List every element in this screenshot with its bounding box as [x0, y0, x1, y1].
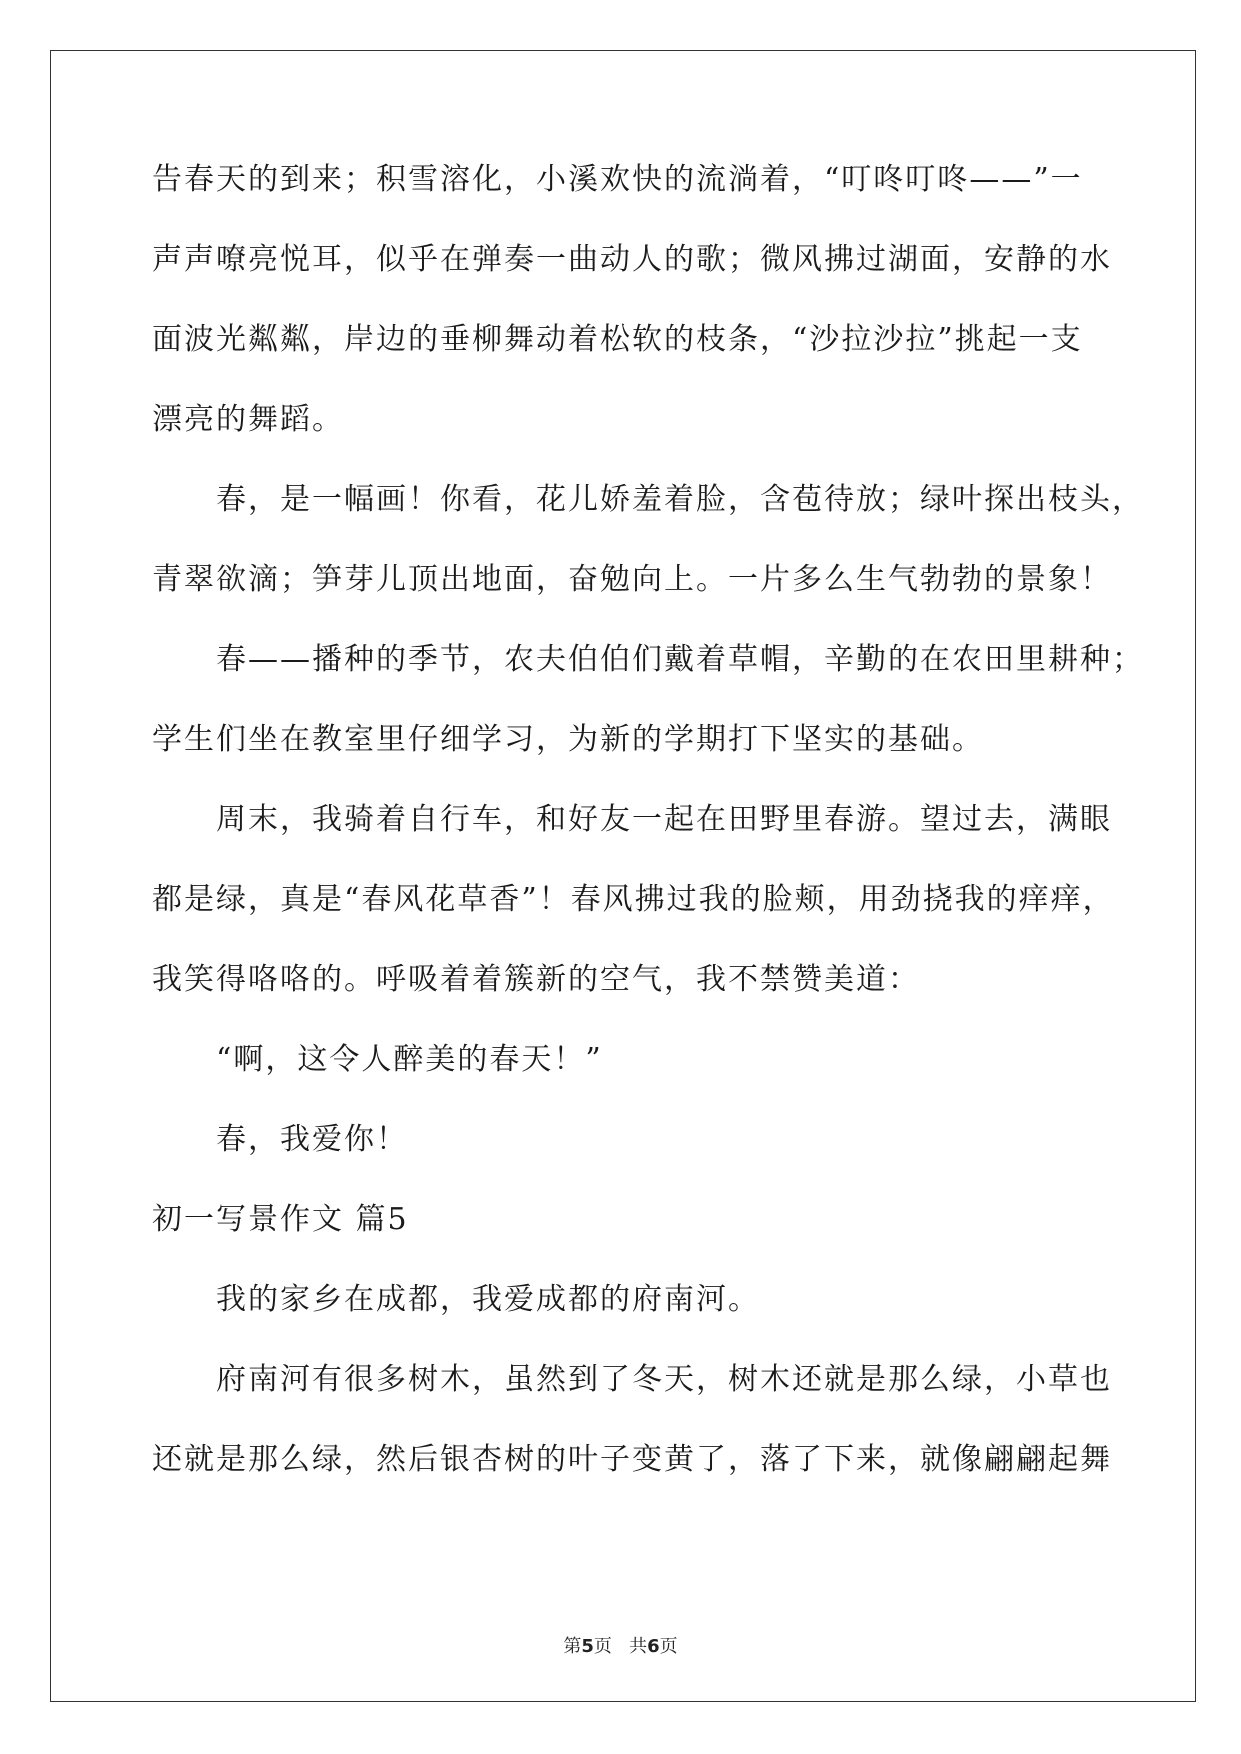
text-line: 春，是一幅画！你看，花儿娇羞着脸，含苞待放；绿叶探出枝头，	[216, 482, 1144, 517]
text-line: 我的家乡在成都，我爱成都的府南河。	[216, 1282, 760, 1317]
text-line: 漂亮的舞蹈。	[152, 402, 344, 437]
text-line: 都是绿，真是“春风花草香”！春风拂过我的脸颊，用劲挠我的痒痒，	[152, 882, 1115, 917]
text-line: 声声嘹亮悦耳，似乎在弹奏一曲动人的歌；微风拂过湖面，安静的水	[152, 242, 1112, 277]
total-pages-number: 6	[647, 1636, 660, 1657]
text-line: 学生们坐在教室里仔细学习，为新的学期打下坚实的基础。	[152, 722, 984, 757]
text-line: 告春天的到来；积雪溶化，小溪欢快的流淌着，“叮咚叮咚——”一	[152, 162, 1083, 197]
text-line: 春，我爱你！	[216, 1122, 408, 1157]
text-line: 府南河有很多树木，虽然到了冬天，树木还就是那么绿，小草也	[216, 1362, 1112, 1397]
text-line: 还就是那么绿，然后银杏树的叶子变黄了，落了下来，就像翩翩起舞	[152, 1442, 1112, 1477]
section-heading: 初一写景作文 篇5	[152, 1202, 409, 1237]
total-label-prefix: 共	[629, 1636, 648, 1657]
page-footer	[0, 1632, 1241, 1658]
text-line: 周末，我骑着自行车，和好友一起在田野里春游。望过去，满眼	[216, 802, 1112, 837]
text-line: “啊，这令人醉美的春天！”	[216, 1042, 603, 1077]
total-label-suffix: 页	[659, 1636, 678, 1657]
page-label-prefix: 第	[563, 1636, 582, 1657]
current-page-number: 5	[581, 1636, 594, 1657]
document-body	[152, 160, 1144, 1520]
text-line: 青翠欲滴；笋芽儿顶出地面，奋勉向上。一片多么生气勃勃的景象！	[152, 562, 1112, 597]
page-label-suffix: 页	[593, 1636, 612, 1657]
text-line: 面波光粼粼，岸边的垂柳舞动着松软的枝条，“沙拉沙拉”挑起一支	[152, 322, 1083, 357]
text-line: 春——播种的季节，农夫伯伯们戴着草帽，辛勤的在农田里耕种；	[216, 642, 1144, 677]
text-line: 我笑得咯咯的。呼吸着着簇新的空气，我不禁赞美道：	[152, 962, 920, 997]
